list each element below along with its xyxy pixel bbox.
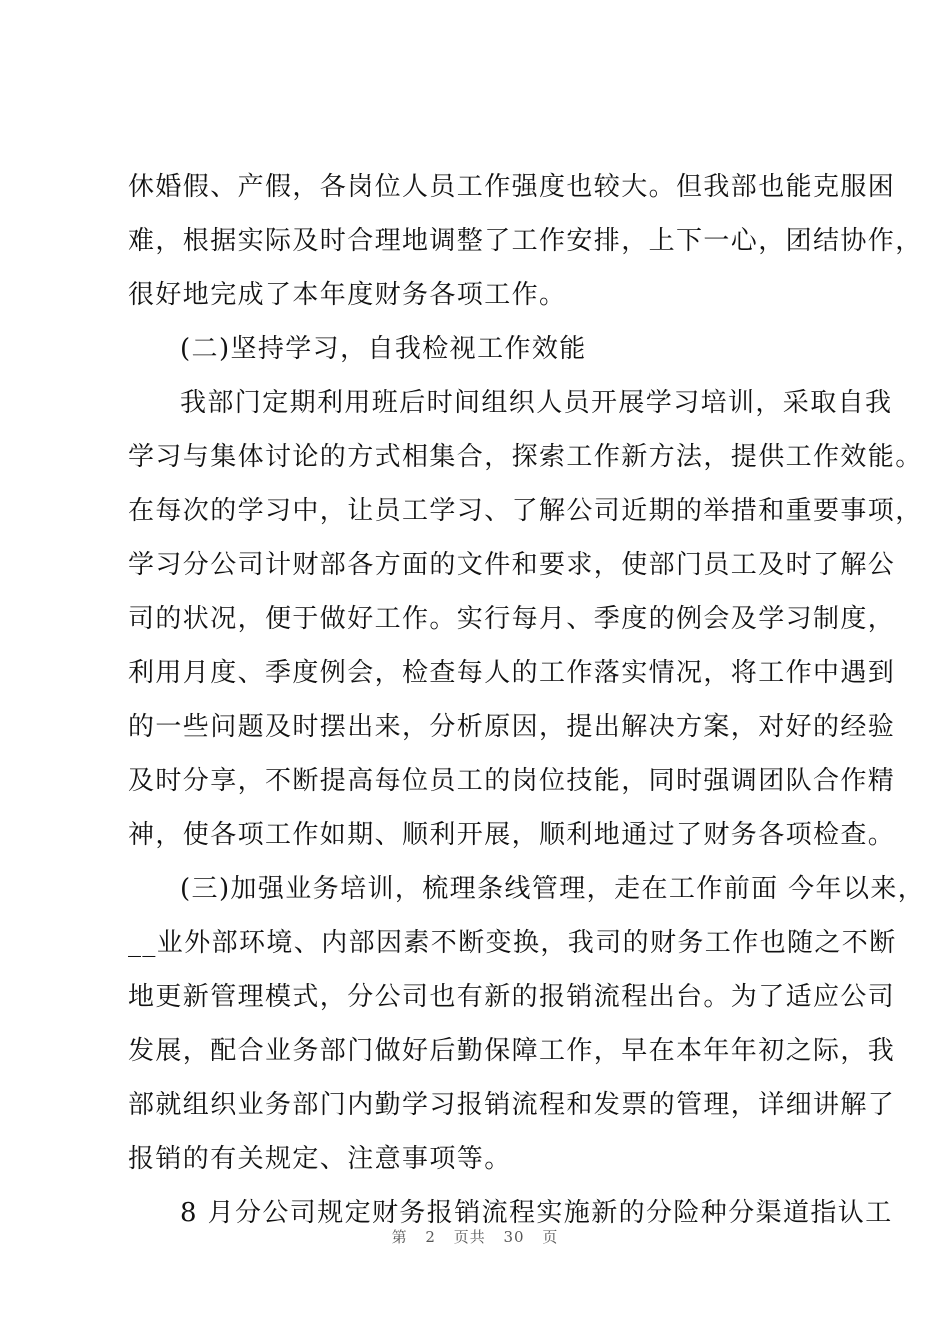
current-page-number: 2 — [425, 1228, 436, 1246]
text-line: 部就组织业务部门内勤学习报销流程和发票的管理，详细讲解了 — [128, 1090, 896, 1120]
text-line: 8 月分公司规定财务报销流程实施新的分险种分渠道指认工 — [180, 1198, 893, 1228]
text-line: 地更新管理模式，分公司也有新的报销流程出台。为了适应公司 — [128, 982, 896, 1012]
page-footer — [0, 1226, 950, 1247]
footer-middle: 页共 — [453, 1228, 486, 1246]
text-line: 的一些问题及时摆出来，分析原因，提出解决方案，对好的经验 — [128, 712, 896, 742]
text-line: 司的状况，便于做好工作。实行每月、季度的例会及学习制度， — [128, 604, 896, 634]
text-line: 学习与集体讨论的方式相集合，探索工作新方法，提供工作效能。 — [128, 442, 923, 472]
text-line: 很好地完成了本年度财务各项工作。 — [128, 280, 567, 310]
text-line: 及时分享，不断提高每位员工的岗位技能，同时强调团队合作精 — [128, 766, 896, 796]
text-line: 难，根据实际及时合理地调整了工作安排，上下一心，团结协作， — [128, 226, 923, 256]
text-line: 发展，配合业务部门做好后勤保障工作，早在本年年初之际，我 — [128, 1036, 896, 1066]
section-heading: (三)加强业务培训，梳理条线管理，走在工作前面 今年以来， — [180, 874, 926, 904]
text-line: __业外部环境、内部因素不断变换，我司的财务工作也随之不断 — [128, 928, 897, 958]
text-line: 我部门定期利用班后时间组织人员开展学习培训，采取自我 — [180, 388, 893, 418]
document-body — [128, 160, 926, 1240]
text-line: 神，使各项工作如期、顺利开展，顺利地通过了财务各项检查。 — [128, 820, 896, 850]
footer-prefix: 第 — [391, 1228, 408, 1246]
footer-suffix: 页 — [542, 1228, 559, 1246]
section-heading: (二)坚持学习，自我检视工作效能 — [180, 334, 587, 364]
text-line: 学习分公司计财部各方面的文件和要求，使部门员工及时了解公 — [128, 550, 896, 580]
text-line: 休婚假、产假，各岗位人员工作强度也较大。但我部也能克服困 — [128, 172, 896, 202]
text-line: 报销的有关规定、注意事项等。 — [128, 1144, 512, 1174]
text-line: 利用月度、季度例会，检查每人的工作落实情况，将工作中遇到 — [128, 658, 896, 688]
total-page-count: 30 — [503, 1228, 525, 1246]
text-line: 在每次的学习中，让员工学习、了解公司近期的举措和重要事项， — [128, 496, 923, 526]
